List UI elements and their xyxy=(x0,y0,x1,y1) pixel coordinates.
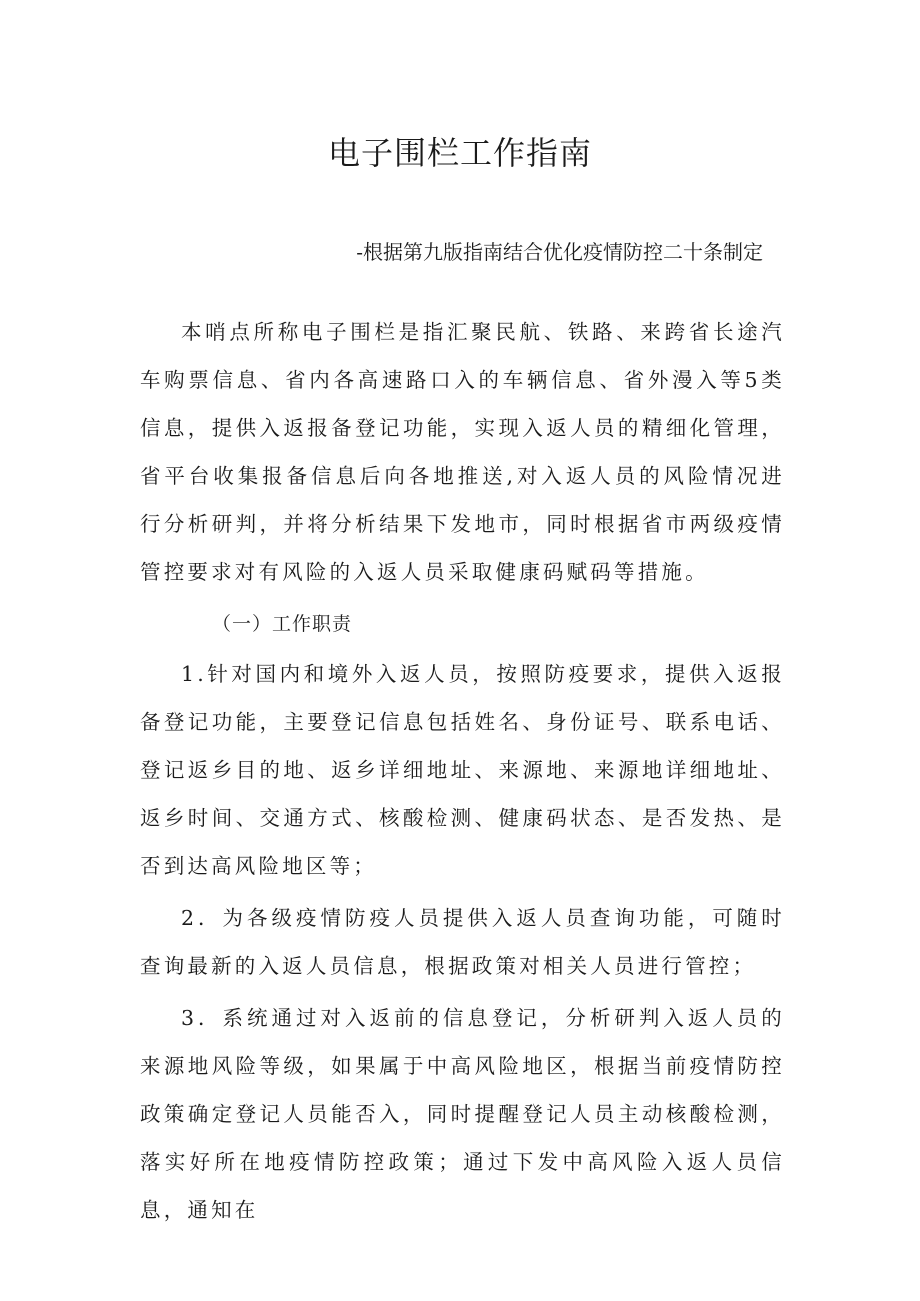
list-item: 2．为各级疫情防疫人员提供入返人员查询功能，可随时查询最新的入返人员信息，根据政策对相关人员进行管控； xyxy=(140,906,785,978)
section-heading: （一）工作职责 xyxy=(212,613,353,635)
list-item: 1.针对国内和境外入返人员，按照防疫要求，提供入返报备登记功能，主要登记信息包括姓名、身份证号、联系电话、登记返乡目的地、返乡详细地址、来源地、来源地详细地址、返乡时间、交通方式、核酸检测、健康码状态、是否发热、是否到达高风险地区等； xyxy=(140,662,785,878)
intro-paragraph: 本哨点所称电子围栏是指汇聚民航、铁路、来跨省长途汽车购票信息、省内各高速路口入的车辆信息、省外漫入等5类信息，提供入返报备登记功能，实现入返人员的精细化管理，省平台收集报备信息后向各地推送,对入返人员的风险情况进行分析研判，并将分析结果下发地市，同时根据省市两级疫情管控要求对有风险的入返人员采取健康码赋码等措施。 xyxy=(140,320,785,584)
list-item: 3．系统通过对入返前的信息登记，分析研判入返人员的来源地风险等级，如果属于中高风险地区，根据当前疫情防控政策确定登记人员能否入，同时提醒登记人员主动核酸检测，落实好所在地疫情防控政策；通过下发中高风险入返人员信息，通知在 xyxy=(140,1006,785,1222)
page-title: 电子围栏工作指南 xyxy=(327,134,592,172)
page-subtitle: -根据第九版指南结合优化疫情防控二十条制定 xyxy=(356,240,763,264)
document-body xyxy=(140,308,785,1238)
